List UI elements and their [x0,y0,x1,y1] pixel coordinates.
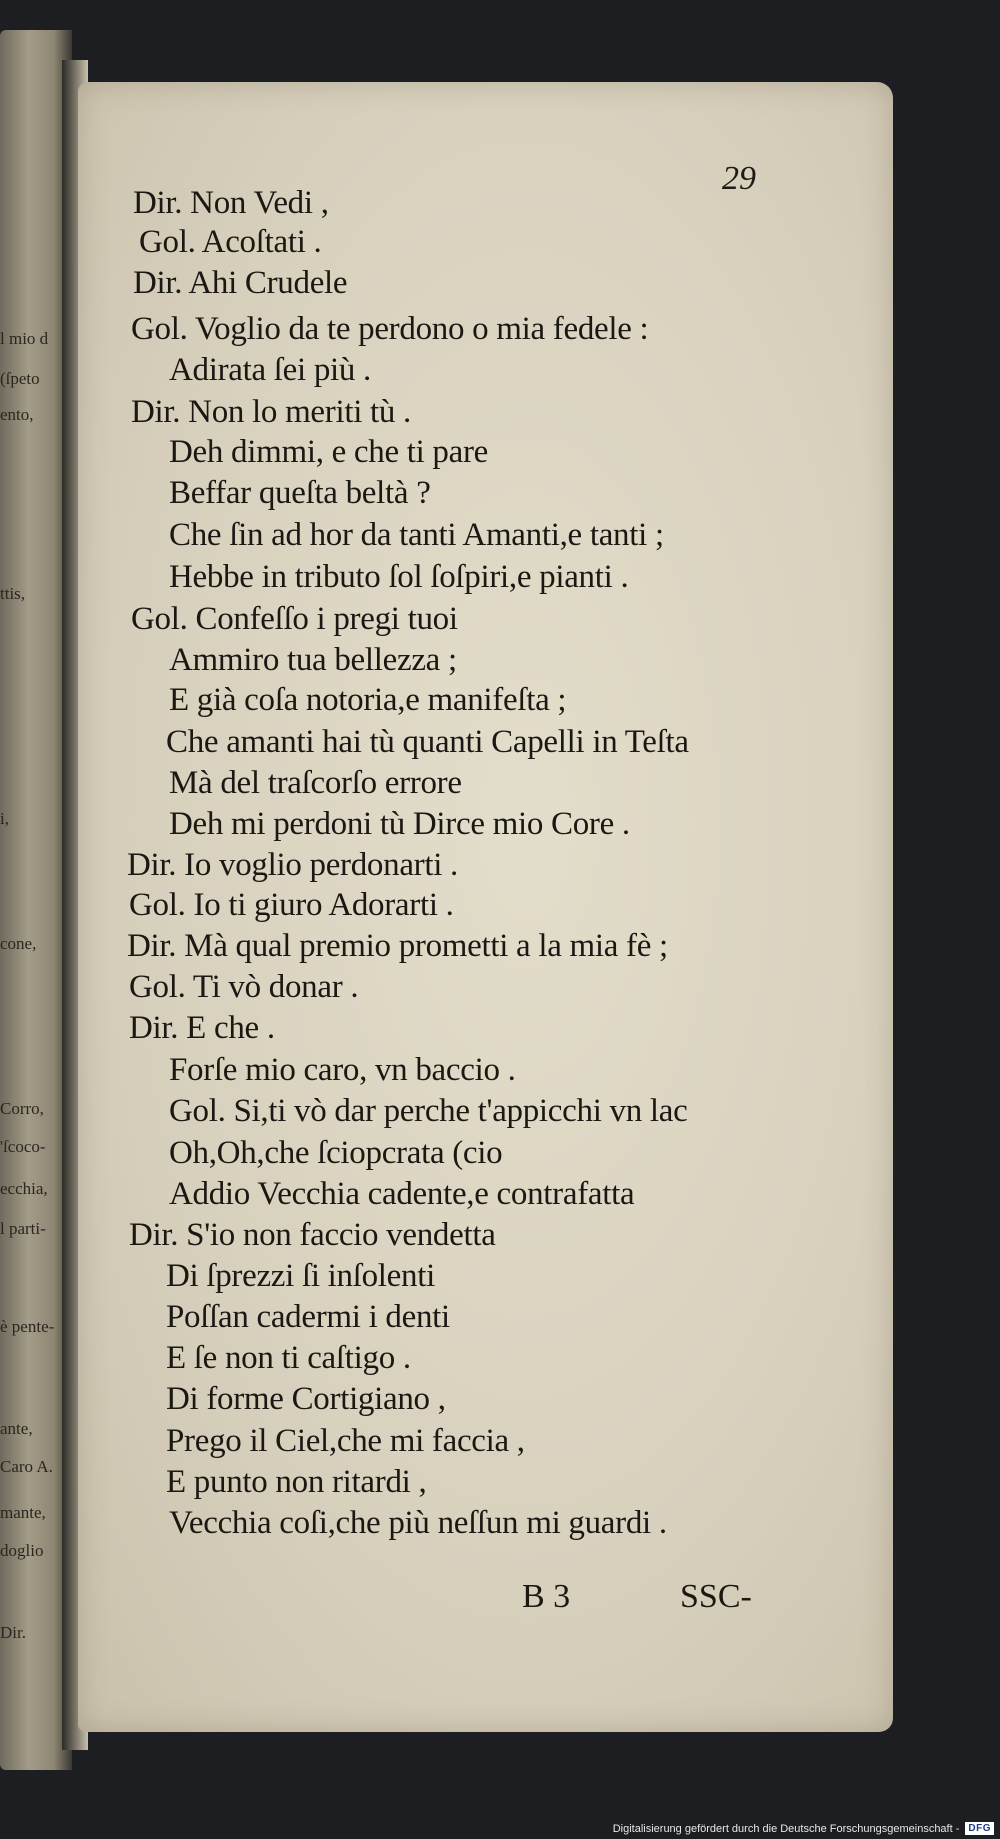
text-line: E già coſa notoria,e manifeſta ; [169,682,567,718]
left-page-fragment: Corro, [0,1099,44,1118]
text-line: Deh mi perdoni tù Dirce mio Core . [169,806,630,842]
left-page-fragment: i, [0,809,9,828]
left-page-fragment: ecchia, [0,1179,48,1198]
left-page-fragment: è pente- [0,1317,55,1336]
text-line: Addio Vecchia cadente,e contrafatta [169,1176,635,1212]
page-number: 29 [722,160,756,197]
text-line: Mà del traſcorſo errore [169,765,462,801]
text-line: E punto non ritardi , [166,1464,427,1500]
text-line: Di forme Cortigiano , [166,1381,446,1417]
text-line: Gol. Io ti giuro Adorarti . [129,887,454,923]
text-line: Di ſprezzi ſi inſolenti [166,1258,435,1294]
left-page-fragment: l parti- [0,1219,46,1238]
left-page-fragment: l mio d [0,329,49,348]
left-page-fragment: Caro A. [0,1457,53,1476]
text-line: Che amanti hai tù quanti Capelli in Teſta [166,724,689,760]
text-line: Forſe mio caro, vn baccio . [169,1052,516,1088]
funding-footer [613,1822,994,1835]
left-page-fragment: ento, [0,405,34,424]
text-line: Poſſan cadermi i denti [166,1299,450,1335]
text-line: Ammiro tua bellezza ; [169,642,457,678]
dfg-logo: DFG [965,1822,994,1835]
text-line: Gol. Voglio da te perdono o mia fedele : [131,311,649,347]
left-page-fragment: Dir. [0,1623,26,1642]
left-page-fragment: cone, [0,934,37,953]
left-page-fragment: ttis, [0,584,26,603]
text-line: Prego il Ciel,che mi faccia , [166,1423,525,1459]
text-line: Gol. Acoſtati . [139,224,322,260]
text-line: Dir. Io voglio perdonarti . [127,847,459,883]
footer-text: Digitalisierung gefördert durch die Deutsche Forschungsgemeinschaft - [612,1822,960,1835]
signature-mark: B 3 [522,1578,571,1615]
text-line: Gol. Si,ti vò dar perche t'appicchi vn lac [169,1093,688,1129]
text-line: Che ſin ad hor da tanti Amanti,e tanti ; [169,517,664,553]
left-page-fragment: mante, [0,1503,46,1522]
text-line: Dir. Non lo meriti tù . [131,394,411,430]
text-line: Hebbe in tributo ſol ſoſpiri,e pianti . [169,559,629,595]
left-page-fragment: ante, [0,1419,33,1438]
text-line: Beffar queſta beltà ? [169,475,431,511]
text-line: Gol. Confeſſo i pregi tuoi [131,601,458,637]
text-line: Dir. E che . [129,1010,275,1046]
text-line: Dir. S'io non faccio vendetta [129,1217,496,1253]
text-line: Vecchia coſi,che più neſſun mi guardi . [169,1505,667,1541]
text-line: Dir. Mà qual premio prometti a la mia fè ; [127,928,668,964]
text-line: Adirata ſei più . [169,352,372,388]
text-line: Deh dimmi, e che ti pare [169,434,489,470]
text-line: Dir. Non Vedi , [133,185,329,221]
left-page-fragment: (ſpeto [0,369,40,388]
text-line: Oh,Oh,che ſciopcrata (cio [169,1135,503,1171]
left-page-fragment: doglio [0,1541,44,1560]
catchword: SSC- [680,1578,752,1615]
text-line: Dir. Ahi Crudele [133,265,348,301]
text-line: Gol. Ti vò donar . [129,969,359,1005]
text-line: E ſe non ti caſtigo . [166,1340,411,1376]
left-page-fragment: 'ſcoco- [0,1137,46,1156]
